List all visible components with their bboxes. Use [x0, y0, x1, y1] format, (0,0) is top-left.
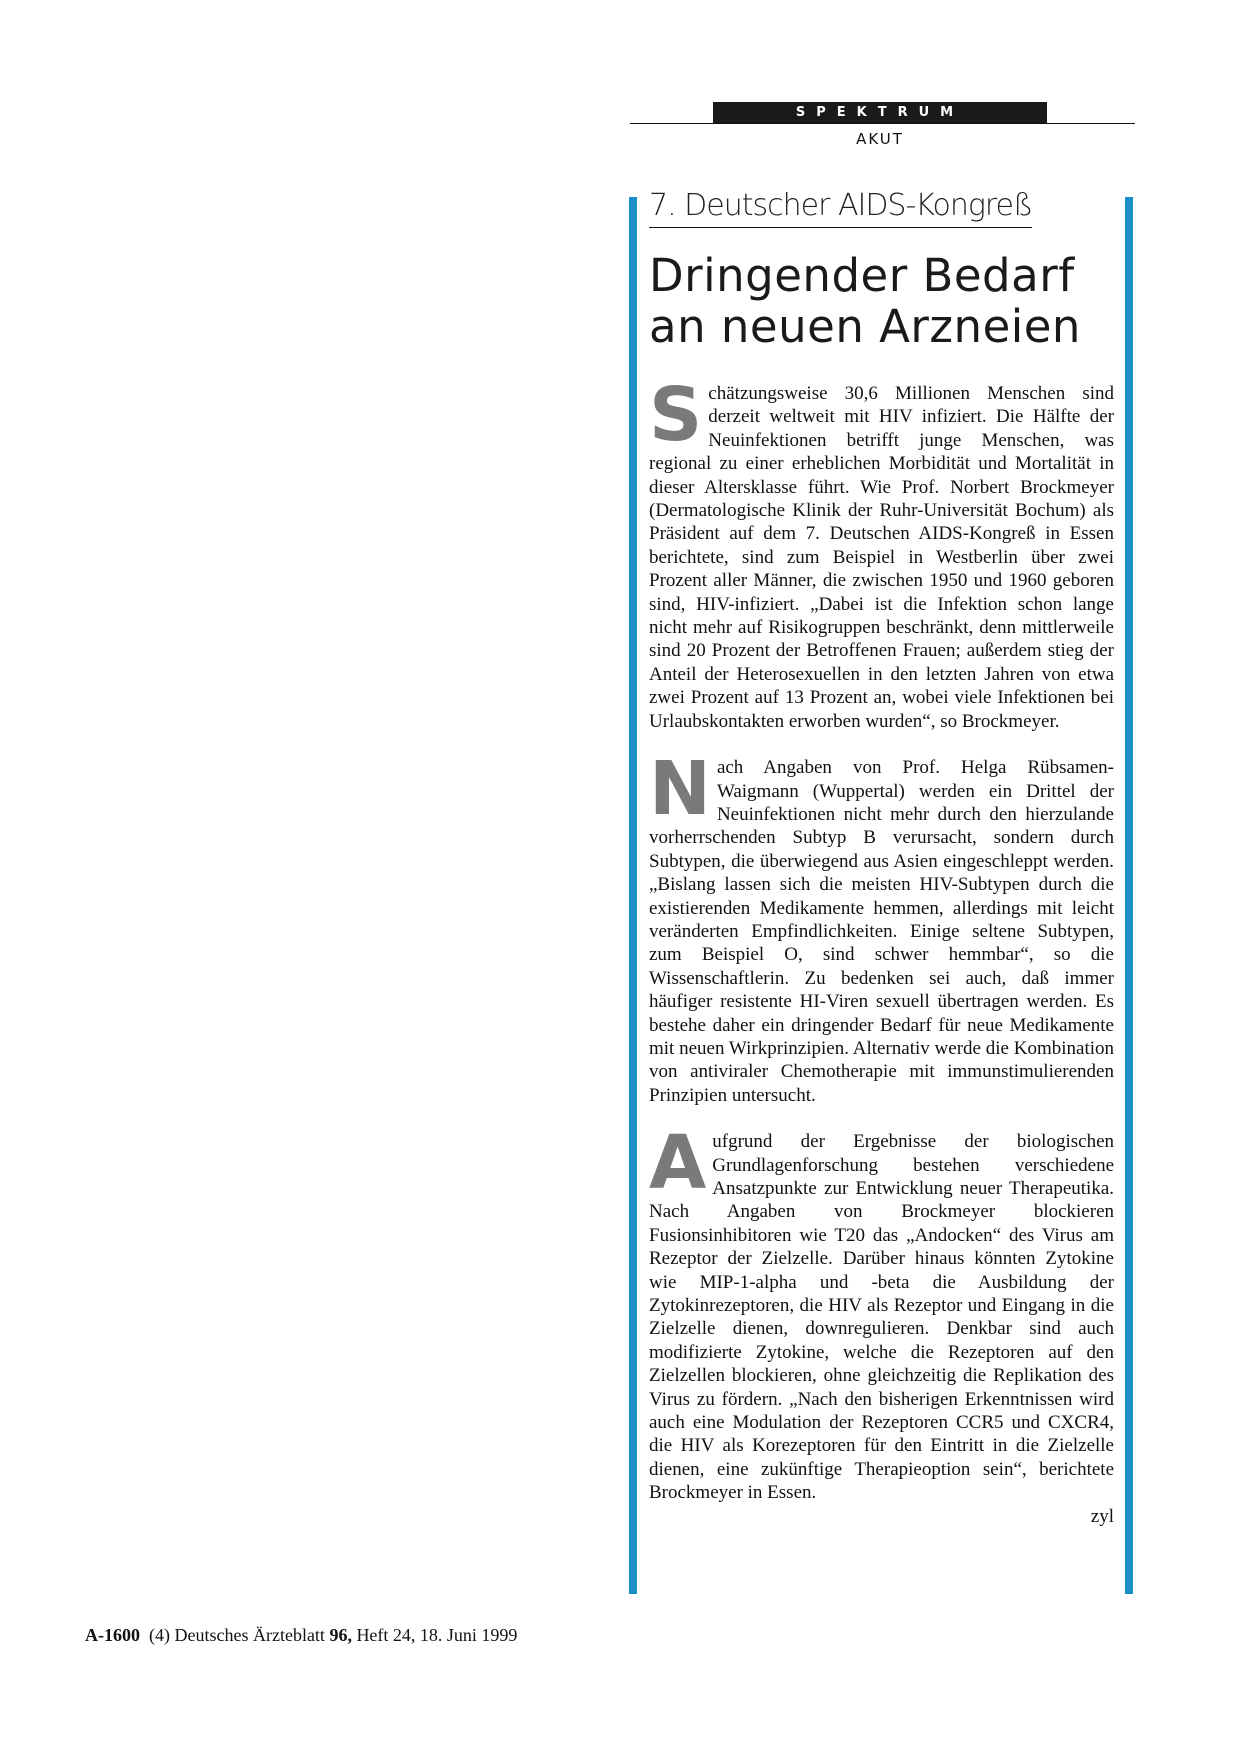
issue-reference: (4) Deutsches Ärzteblatt [149, 1625, 325, 1645]
left-accent-bar [629, 197, 637, 1594]
paragraph-1 [649, 372, 1114, 733]
page-number: A-1600 [85, 1625, 140, 1645]
headline-line-1: Dringender Bedarf [649, 249, 1075, 302]
section-label: SPEKTRUM [713, 102, 1047, 123]
dropcap: A [649, 1120, 707, 1207]
paragraph-text: chätzungsweise 30,6 Millionen Menschen sind derzeit weltweit mit HIV infiziert. Die Hälfte der Neuinfektionen betrifft junge Menschen, was regional zu einer erheblichen Morbidität und Mortalität in dieser Altersklasse führt. Wie Prof. Norbert Brockmeyer (Dermatologische Klinik der Ruhr-Universität Bochum) als Präsident auf dem 7. Deutschen AIDS-Kongreß in Essen berichtete, sind zum Beispiel in Westberlin über zwei Prozent aller Männer, die zwischen 1950 und 1960 geboren sind, HIV-infiziert. „Dabei ist die Infektion schon lange nicht mehr auf Risikogruppen beschränkt, denn mittlerweile sind 20 Prozent der Betroffenen Frauen; außerdem stieg der Anteil der Heterosexuellen in den letzten Jahren von etwa zwei Prozent auf 13 Prozent an, wobei viele Infektionen bei Urlaubskontakten erworben wurden“, so Brockmeyer. [649, 383, 1114, 732]
headline [649, 250, 1114, 352]
article [649, 188, 1114, 1528]
kicker [649, 188, 1114, 228]
subsection-label: AKUT [856, 130, 904, 148]
dropcap: S [649, 372, 703, 458]
kicker-text: 7. Deutscher AIDS-Kongreß [649, 188, 1032, 228]
page-footer [85, 1625, 517, 1646]
paragraph-2 [649, 746, 1114, 1107]
volume-number: 96, [329, 1625, 352, 1645]
right-accent-bar [1125, 197, 1133, 1594]
issue-details: Heft 24, 18. Juni 1999 [356, 1625, 518, 1645]
header-rule [630, 123, 1135, 124]
headline-line-2: an neuen Arzneien [649, 300, 1081, 353]
paragraph-text: ufgrund der Ergebnisse der biologischen Grundlagenforschung bestehen verschiedene Ansatzpunkte zur Entwicklung neuer Therapeutika. Nach Angaben von Brockmeyer blockieren Fusionsinhibitoren wie T20 das „Andocken“ des Virus am Rezeptor der Zielzelle. Darüber hinaus könnten Zytokine wie MIP-1-alpha und -beta die Ausbildung der Zytokinrezeptoren, die HIV als Rezeptor und Eingang in die Zielzelle dienen, downregulieren. Denkbar sind auch modifizierte Zytokine, welche die Rezeptoren auf den Zielzellen blockieren, ohne gleichzeitig die Replikation des Virus zu fördern. „Nach den bisherigen Erkenntnissen wird auch eine Modulation der Rezeptoren CCR5 und CXCR4, die HIV als Korezeptoren für den Eintritt in die Zielzelle dienen, eine zukünftige Therapieoption sein“, berichtete Brockmeyer in Essen. [649, 1131, 1114, 1504]
dropcap: N [649, 746, 711, 833]
paragraph-text: ach Angaben von Prof. Helga Rübsamen-Waigmann (Wuppertal) werden ein Drittel der Neuinfektionen nicht mehr durch den hierzulande vorherrschenden Subtyp B verursacht, sondern durch Subtypen, die überwiegend aus Asien eingeschleppt werden. „Bislang lassen sich die meisten HIV-Subtypen durch die existierenden Medikamente hemmen, allerdings mit leicht veränderten Empfindlichkeiten. Einige seltene Subtypen, zum Beispiel O, sind schwer hemmbar“, so die Wissenschaftlerin. Zu bedenken sei auch, daß immer häufiger resistente HI-Viren sexuell übertragen werden. Es bestehe daher ein dringender Bedarf für neue Medikamente mit neuen Wirkprinzipien. Alternativ werde die Kombination von antiviraler Chemotherapie mit immunstimulierenden Prinzipien untersucht. [649, 757, 1114, 1106]
author-initials: zyl [1090, 1505, 1114, 1527]
paragraph-3 [649, 1120, 1114, 1505]
author-row [649, 1505, 1114, 1528]
